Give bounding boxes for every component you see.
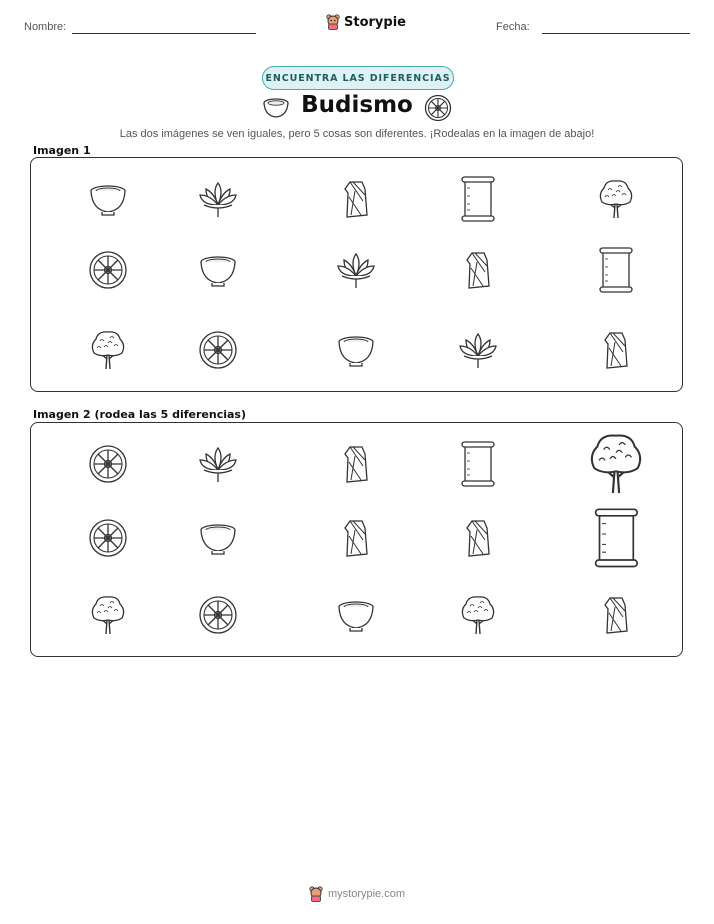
bowl-icon[interactable] (198, 521, 238, 555)
page-title: Budismo (301, 92, 413, 118)
bowl-icon (88, 182, 128, 216)
brand-name: Storypie (344, 14, 406, 30)
footer-url: mystorypie.com (327, 888, 406, 900)
wheel-icon[interactable] (198, 595, 238, 635)
tree-icon[interactable] (88, 594, 128, 636)
date-field-line[interactable] (542, 33, 690, 34)
image2-label: Imagen 2 (rodea las 5 diferencias) (33, 408, 247, 421)
tree-icon (596, 178, 636, 220)
wheel-icon (198, 330, 238, 370)
bowl-icon (336, 333, 376, 367)
bowl-icon[interactable] (336, 598, 376, 632)
bowl-icon (198, 253, 238, 287)
robe-icon (601, 330, 631, 370)
robe-icon (463, 250, 493, 290)
instructions: Las dos imágenes se ven iguales, pero 5 cosas son diferentes. ¡Rodealas en la imagen de abajo! (119, 128, 595, 140)
name-label: Nombre: (24, 21, 67, 33)
date-label: Fecha: (496, 21, 530, 33)
name-field-line[interactable] (72, 33, 256, 34)
scroll-icon[interactable] (460, 441, 496, 487)
lotus-icon (198, 179, 238, 219)
robe-icon[interactable] (601, 595, 631, 635)
image1-label: Imagen 1 (33, 144, 91, 157)
wheel-icon[interactable] (88, 518, 128, 558)
lotus-icon (336, 250, 376, 290)
tree-icon[interactable] (458, 594, 498, 636)
lotus-icon (458, 330, 498, 370)
scroll-icon[interactable] (593, 508, 640, 568)
robe-icon[interactable] (341, 518, 371, 558)
lotus-icon[interactable] (198, 444, 238, 484)
robe-icon[interactable] (341, 444, 371, 484)
scroll-icon (598, 247, 634, 293)
brand-logo (326, 14, 406, 30)
title-bowl-icon (262, 96, 290, 125)
bear-icon (326, 14, 340, 30)
wheel-icon[interactable] (88, 444, 128, 484)
scroll-icon (460, 176, 496, 222)
tree-icon (88, 329, 128, 371)
title-wheel-icon (424, 94, 452, 127)
robe-icon[interactable] (463, 518, 493, 558)
activity-badge: ENCUENTRA LAS DIFERENCIAS (262, 66, 454, 90)
robe-icon (341, 179, 371, 219)
footer (0, 886, 714, 902)
wheel-icon (88, 250, 128, 290)
bear-icon (309, 886, 323, 902)
tree-icon[interactable] (585, 431, 647, 496)
